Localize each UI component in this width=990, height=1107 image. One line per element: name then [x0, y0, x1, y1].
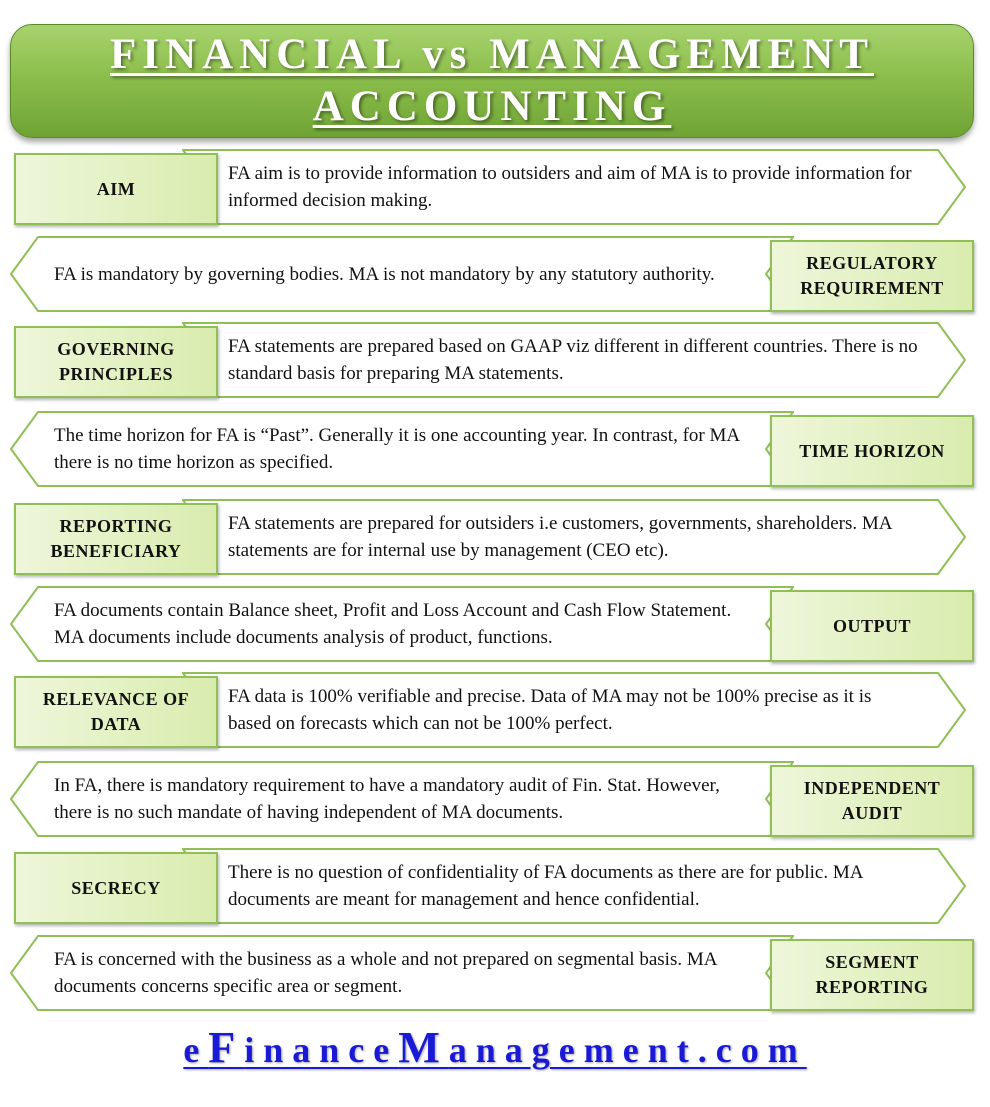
description-text: FA documents contain Balance sheet, Profit and Loss Account and Cash Flow Statement. MA documents include documents analysis of product, functions.	[54, 600, 732, 648]
category-label: INDEPENDENT AUDIT	[770, 765, 974, 837]
description-text: FA statements are prepared based on GAAP viz different in different countries. There is no standard basis for preparing MA statements.	[228, 336, 918, 384]
comparison-row-time-horizon	[0, 411, 990, 487]
comparison-row-aim	[0, 149, 990, 225]
description-arrow	[10, 411, 794, 487]
comparison-row-segment-reporting	[0, 935, 990, 1011]
description-arrow	[182, 149, 966, 225]
category-label: SECRECY	[14, 852, 218, 924]
comparison-row-reporting-beneficiary	[0, 499, 990, 575]
category-label: REPORTING BENEFICIARY	[14, 503, 218, 575]
category-label: TIME HORIZON	[770, 415, 974, 487]
description-text: FA statements are prepared for outsiders i.e customers, governments, shareholders. MA statements are for internal use by management (CEO etc).	[228, 513, 892, 561]
description-text: FA is concerned with the business as a whole and not prepared on segmental basis. MA documents concerns specific area or segment.	[54, 949, 717, 997]
description-arrow	[10, 236, 794, 312]
description-arrow	[182, 322, 966, 398]
title-line-2: ACCOUNTING	[312, 83, 672, 130]
description-text: FA is mandatory by governing bodies. MA is not mandatory by any statutory authority.	[54, 263, 715, 285]
footer-text-part: e	[183, 1030, 209, 1070]
description-text: The time horizon for FA is “Past”. Generally it is one accounting year. In contrast, for MA there is no time horizon as specified.	[54, 425, 740, 473]
description-arrow	[182, 848, 966, 924]
comparison-row-independent-audit	[0, 761, 990, 837]
footer-text-part: inance	[244, 1030, 399, 1070]
footer-text-part: M	[398, 1023, 449, 1072]
description-text: There is no question of confidentiality of FA documents as there are for public. MA documents are meant for management and hence confidential.	[228, 862, 863, 910]
comparison-row-secrecy	[0, 848, 990, 924]
category-label: REGULATORY REQUIREMENT	[770, 240, 974, 312]
description-arrow	[10, 586, 794, 662]
description-arrow	[10, 935, 794, 1011]
category-label: OUTPUT	[770, 590, 974, 662]
footer-text-part: F	[208, 1023, 245, 1072]
category-label: RELEVANCE OF DATA	[14, 676, 218, 748]
description-text: FA aim is to provide information to outsiders and aim of MA is to provide information for informed decision making.	[228, 163, 912, 211]
description-text: In FA, there is mandatory requirement to have a mandatory audit of Fin. Stat. However, there is no such mandate of having independent of MA documents.	[54, 775, 720, 823]
comparison-row-governing-principles	[0, 322, 990, 398]
title-line-1: FINANCIAL vs MANAGEMENT	[110, 31, 874, 78]
comparison-row-regulatory-requirement	[0, 236, 990, 312]
comparison-row-relevance-of-data	[0, 672, 990, 748]
footer-text-part: anagement.com	[448, 1030, 807, 1070]
description-arrow	[10, 761, 794, 837]
comparison-row-output	[0, 586, 990, 662]
description-arrow	[182, 672, 966, 748]
category-label: GOVERNING PRINCIPLES	[14, 326, 218, 398]
category-label: SEGMENT REPORTING	[770, 939, 974, 1011]
description-arrow	[182, 499, 966, 575]
title-banner	[10, 24, 974, 138]
category-label: AIM	[14, 153, 218, 225]
description-text: FA data is 100% verifiable and precise. Data of MA may not be 100% precise as it is based on forecasts which can not be 100% perfect.	[228, 686, 872, 734]
site-footer-link[interactable]	[0, 1022, 990, 1073]
